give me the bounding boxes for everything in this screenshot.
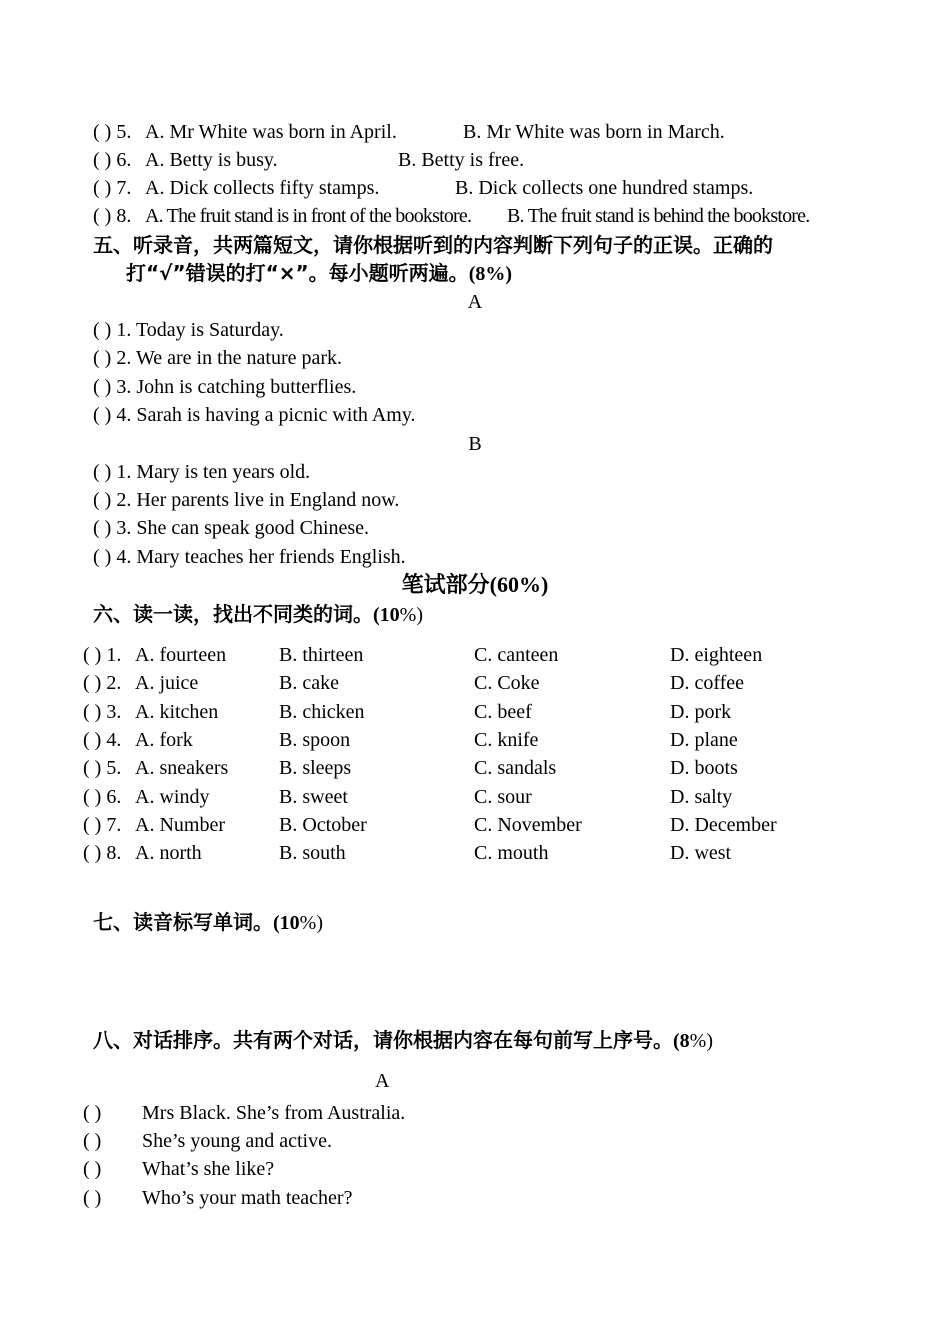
dialogue-text: Who’s your math teacher?: [142, 1187, 353, 1209]
answer-paren: ( ): [83, 1187, 102, 1209]
option-b: B. sweet: [279, 786, 348, 808]
statement: ( ) 3. She can speak good Chinese.: [93, 517, 370, 539]
option-a: A. kitchen: [135, 701, 219, 723]
option-d: D. boots: [670, 757, 738, 779]
option-d: D. eighteen: [670, 644, 763, 666]
section7-title-text: 七、读音标写单词。: [93, 910, 273, 934]
section6-score-pct: %): [399, 604, 423, 626]
answer-paren: ( ): [83, 1130, 102, 1152]
part-a-label: A: [467, 291, 483, 313]
option-c: C. beef: [474, 701, 532, 723]
part-b-label: B: [468, 433, 482, 455]
option-b: B. Mr White was born in March.: [463, 121, 725, 143]
option-c: C. mouth: [474, 842, 549, 864]
part-a-label: A: [375, 1070, 390, 1092]
option-c: C. knife: [474, 729, 539, 751]
option-b: B. Dick collects one hundred stamps.: [455, 177, 754, 199]
section5-score: (8%): [468, 263, 513, 285]
answer-paren: ( ): [83, 1102, 102, 1124]
section7-score-pct: %): [299, 912, 323, 934]
row-number: ( ) 3.: [83, 701, 122, 723]
dialogue-text: Mrs Black. She’s from Australia.: [142, 1102, 406, 1124]
option-a: A. juice: [135, 672, 199, 694]
written-part-title: [0, 570, 950, 601]
option-d: D. pork: [670, 701, 732, 723]
option-a: A. fourteen: [135, 644, 227, 666]
item-number: ( ) 7.: [93, 177, 132, 199]
option-d: D. plane: [670, 729, 738, 751]
row-number: ( ) 5.: [83, 757, 122, 779]
section8-title-text: 八、对话排序。共有两个对话，请你根据内容在每句前写上序号。: [93, 1028, 673, 1052]
item-number: ( ) 5.: [93, 121, 132, 143]
answer-paren: ( ): [83, 1158, 102, 1180]
option-b: B. The fruit stand is behind the bookstore.: [507, 205, 810, 227]
item-number: ( ) 8.: [93, 205, 132, 227]
option-b: B. south: [279, 842, 346, 864]
statement: ( ) 4. Mary teaches her friends English.: [93, 546, 406, 568]
option-b: B. sleeps: [279, 757, 352, 779]
statement: ( ) 4. Sarah is having a picnic with Amy.: [93, 404, 416, 426]
option-a: A. The fruit stand is in front of the bookstore.: [145, 205, 472, 227]
row-number: ( ) 8.: [83, 842, 122, 864]
dialogue-text: What’s she like?: [142, 1158, 275, 1180]
option-b: B. October: [279, 814, 367, 836]
section8-score-pct: %): [689, 1030, 713, 1052]
row-number: ( ) 4.: [83, 729, 122, 751]
option-a: A. Mr White was born in April.: [145, 121, 397, 143]
row-number: ( ) 1.: [83, 644, 122, 666]
option-d: D. salty: [670, 786, 733, 808]
section6-score: (10: [373, 604, 400, 626]
section5-title-line2: [126, 259, 512, 288]
option-b: B. Betty is free.: [398, 149, 525, 171]
option-b: B. spoon: [279, 729, 351, 751]
option-c: C. Coke: [474, 672, 540, 694]
option-b: B. cake: [279, 672, 339, 694]
statement: ( ) 1. Today is Saturday.: [93, 319, 284, 341]
section5-title-text: 打“√”错误的打“×”。每小题听两遍。: [126, 261, 469, 285]
section8-title: [93, 1026, 713, 1055]
option-a: A. north: [135, 842, 202, 864]
option-c: C. sour: [474, 786, 532, 808]
section7-title: [93, 908, 323, 937]
option-b: B. chicken: [279, 701, 365, 723]
option-a: A. Betty is busy.: [145, 149, 278, 171]
option-d: D. coffee: [670, 672, 745, 694]
option-b: B. thirteen: [279, 644, 364, 666]
option-a: A. sneakers: [135, 757, 229, 779]
statement: ( ) 2. We are in the nature park.: [93, 347, 343, 369]
item-number: ( ) 6.: [93, 149, 132, 171]
option-c: C. canteen: [474, 644, 559, 666]
statement: ( ) 1. Mary is ten years old.: [93, 461, 311, 483]
option-a: A. Dick collects fifty stamps.: [145, 177, 380, 199]
section6-title: [93, 600, 423, 629]
statement: ( ) 2. Her parents live in England now.: [93, 489, 400, 511]
option-a: A. Number: [135, 814, 225, 836]
section7-score: (10: [273, 912, 300, 934]
row-number: ( ) 7.: [83, 814, 122, 836]
option-a: A. fork: [135, 729, 193, 751]
dialogue-text: She’s young and active.: [142, 1130, 332, 1152]
option-c: C. November: [474, 814, 582, 836]
option-c: C. sandals: [474, 757, 557, 779]
row-number: ( ) 6.: [83, 786, 122, 808]
row-number: ( ) 2.: [83, 672, 122, 694]
option-a: A. windy: [135, 786, 210, 808]
written-title-text: 笔试部分: [401, 573, 490, 598]
option-d: D. west: [670, 842, 732, 864]
written-score: (60%): [489, 572, 549, 597]
option-d: D. December: [670, 814, 777, 836]
section5-title-line1: 五、听录音，共两篇短文，请你根据听到的内容判断下列句子的正误。正确的: [93, 233, 773, 257]
section6-title-text: 六、读一读，找出不同类的词。: [93, 602, 373, 626]
section8-score: (8: [673, 1030, 690, 1052]
statement: ( ) 3. John is catching butterflies.: [93, 376, 357, 398]
